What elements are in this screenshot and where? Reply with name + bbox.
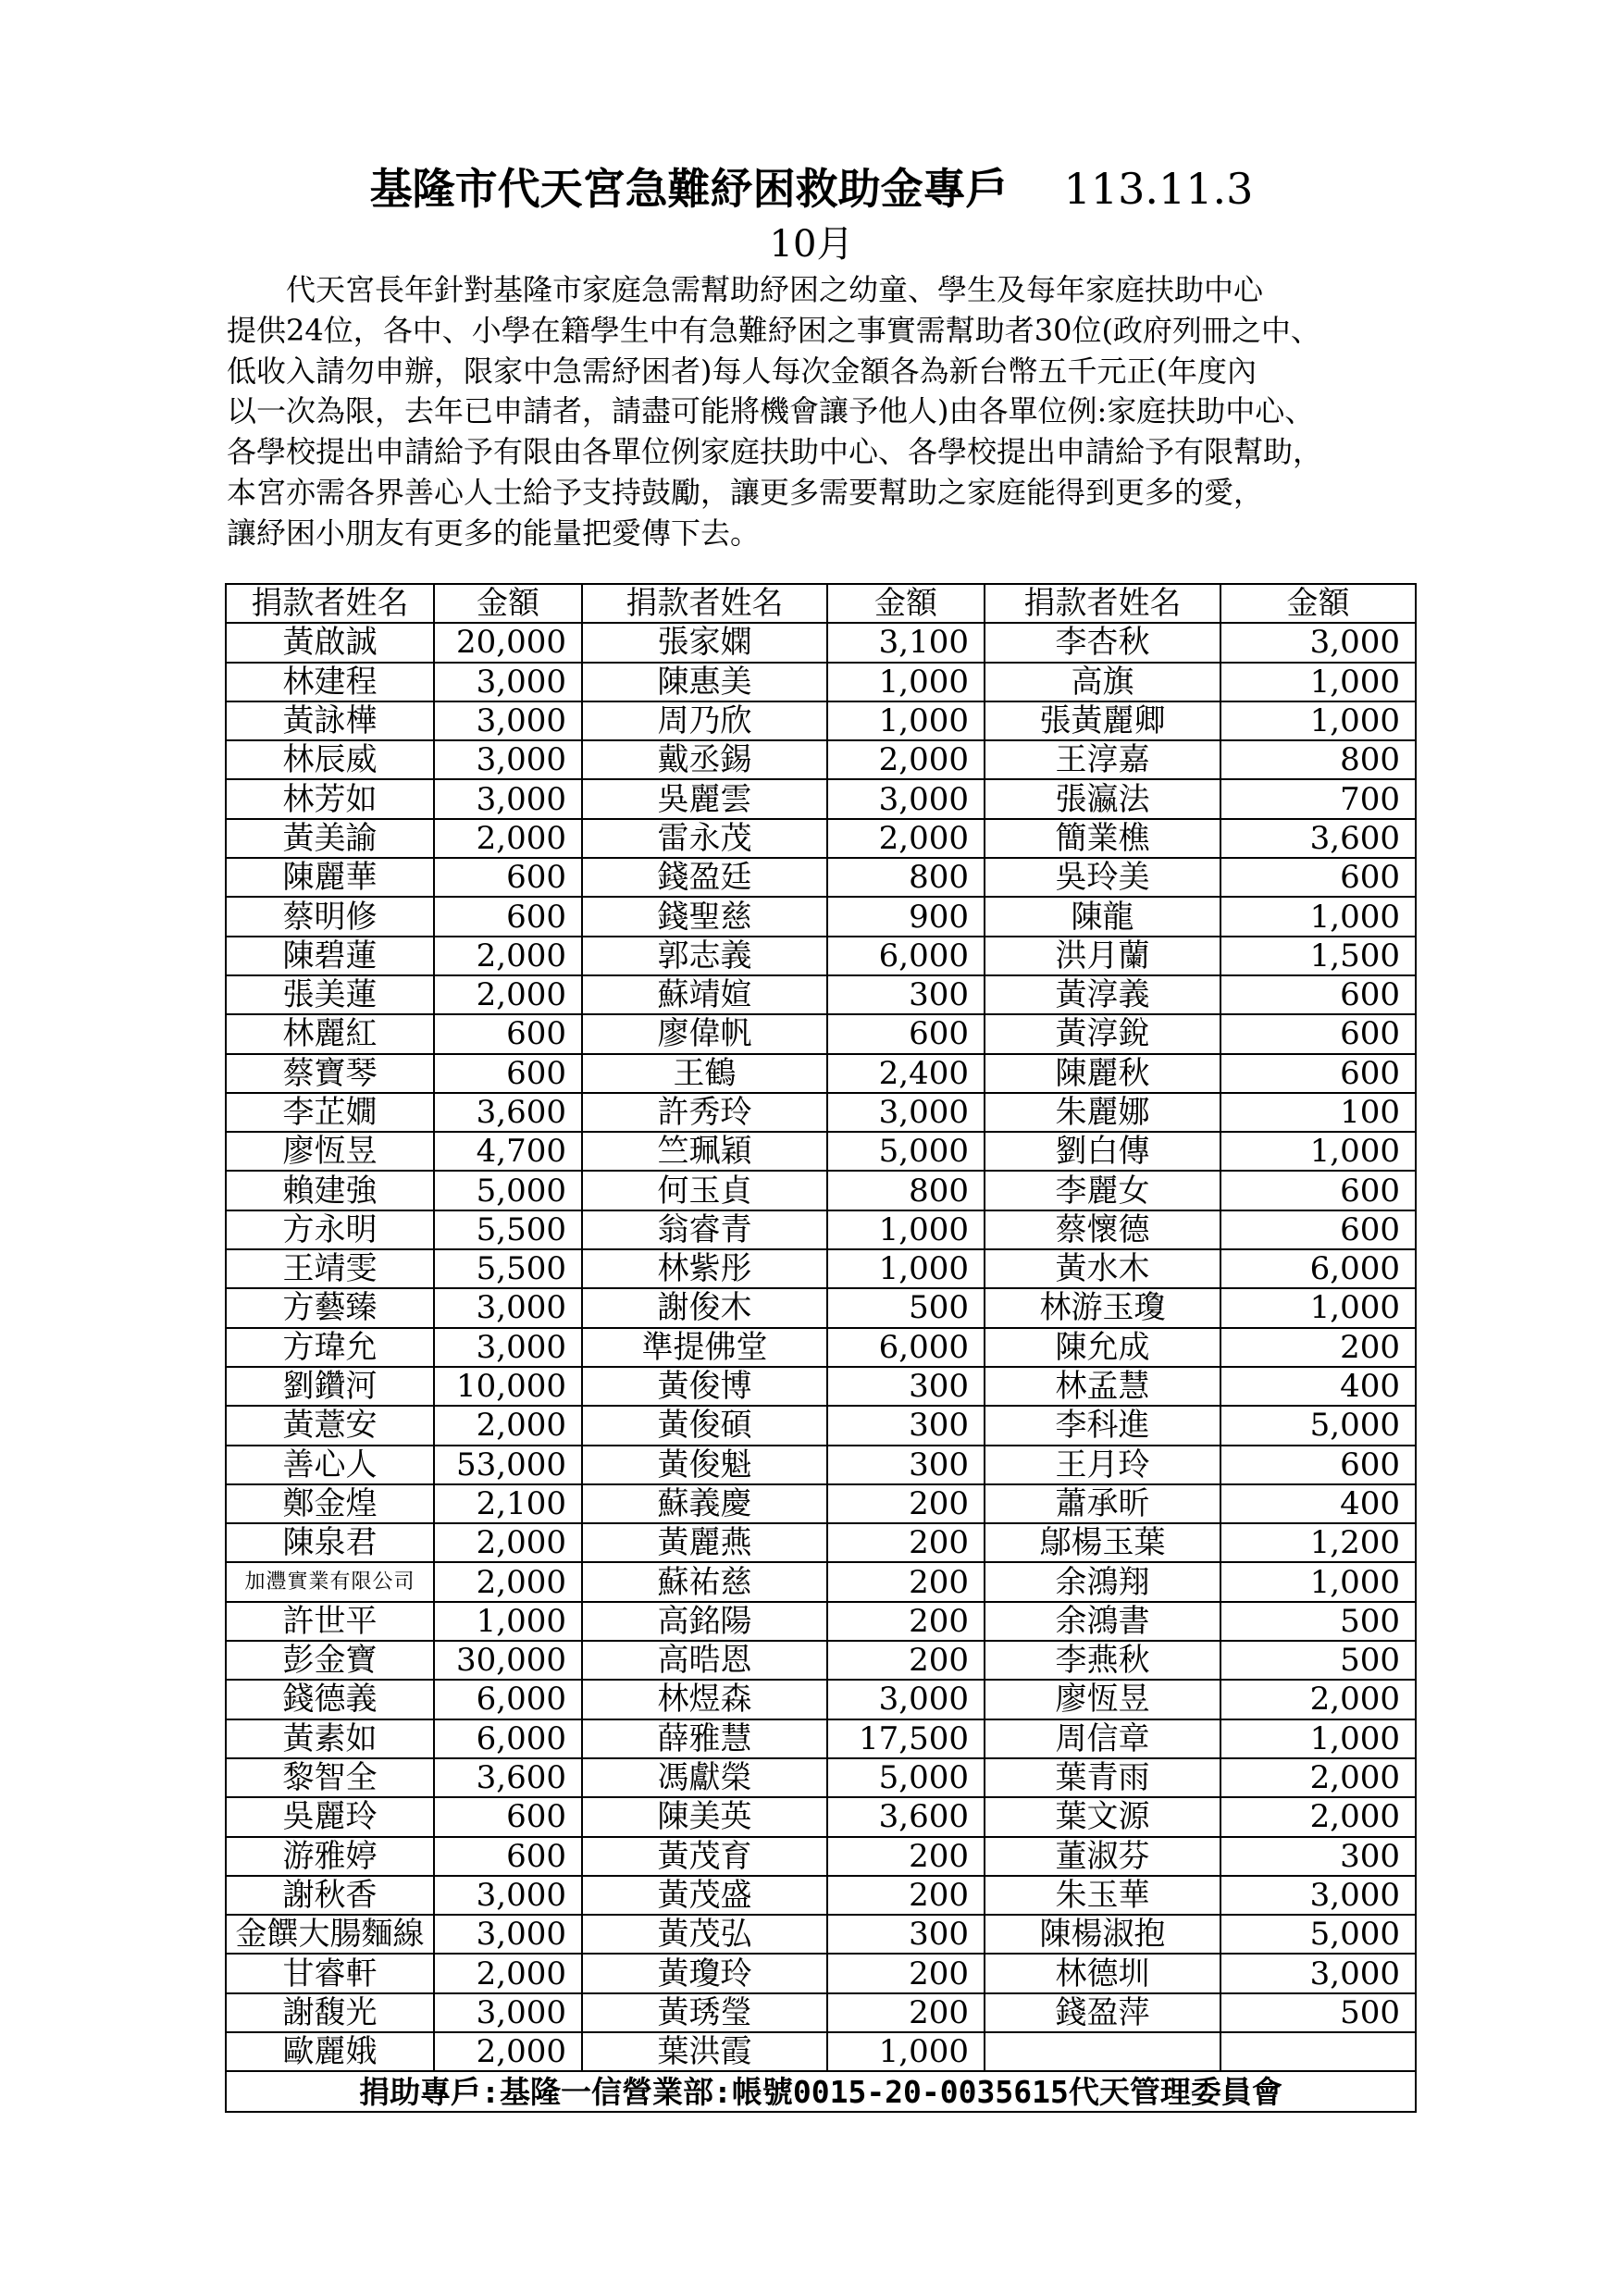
donor-name-cell: 錢盈廷 bbox=[582, 858, 827, 897]
donor-name-cell: 謝秋香 bbox=[226, 1876, 434, 1915]
donor-name-cell: 林芳如 bbox=[226, 779, 434, 818]
amount-cell: 1,000 bbox=[827, 1210, 985, 1249]
title-date: 113.11.3 bbox=[1063, 164, 1254, 214]
donation-account-info: 捐助專戶:基隆一信營業部:帳號0015-20-0035615代天管理委員會 bbox=[226, 2071, 1416, 2112]
amount-cell: 600 bbox=[434, 897, 582, 936]
donor-name-cell: 謝俊木 bbox=[582, 1288, 827, 1327]
amount-cell: 3,000 bbox=[1220, 1876, 1416, 1915]
table-row bbox=[226, 701, 1416, 740]
table-row bbox=[226, 1249, 1416, 1288]
table-footer-row bbox=[226, 2071, 1416, 2112]
table-row bbox=[226, 1171, 1416, 1210]
donor-name-cell: 董淑芬 bbox=[985, 1837, 1220, 1876]
donor-name-cell: 廖偉帆 bbox=[582, 1014, 827, 1053]
table-row bbox=[226, 2032, 1416, 2071]
donor-name-cell: 方瑋允 bbox=[226, 1328, 434, 1367]
amount-cell: 600 bbox=[1220, 975, 1416, 1014]
amount-cell: 3,000 bbox=[434, 1328, 582, 1367]
amount-cell: 2,000 bbox=[434, 1562, 582, 1601]
amount-cell bbox=[1220, 2032, 1416, 2071]
table-row bbox=[226, 1915, 1416, 1954]
amount-cell: 800 bbox=[827, 858, 985, 897]
page-title bbox=[0, 155, 1623, 217]
amount-cell: 53,000 bbox=[434, 1446, 582, 1484]
amount-cell: 2,000 bbox=[434, 975, 582, 1014]
donor-name-cell: 黃俊碩 bbox=[582, 1406, 827, 1445]
amount-cell: 2,000 bbox=[434, 1954, 582, 1992]
amount-cell: 600 bbox=[1220, 1171, 1416, 1210]
amount-cell: 600 bbox=[434, 1797, 582, 1836]
amount-cell: 600 bbox=[1220, 858, 1416, 897]
donor-name-cell: 周乃欣 bbox=[582, 701, 827, 740]
donor-name-cell: 許世平 bbox=[226, 1602, 434, 1641]
amount-cell: 800 bbox=[827, 1171, 985, 1210]
amount-cell: 30,000 bbox=[434, 1641, 582, 1680]
donor-name-cell: 方永明 bbox=[226, 1210, 434, 1249]
amount-cell: 2,000 bbox=[434, 937, 582, 975]
title-text: 基隆市代天宮急難紓困救助金專戶 bbox=[369, 164, 1009, 214]
intro-line: 提供24位，各中、小學在籍學生中有急難紓困之事實需幫助者30位(政府列冊之中、 bbox=[227, 312, 1320, 348]
amount-cell: 17,500 bbox=[827, 1719, 985, 1758]
amount-cell: 6,000 bbox=[434, 1719, 582, 1758]
amount-cell: 300 bbox=[827, 1367, 985, 1406]
donor-name-cell: 張美蓮 bbox=[226, 975, 434, 1014]
donor-name-cell: 方藝臻 bbox=[226, 1288, 434, 1327]
donor-name-cell: 蘇祐慈 bbox=[582, 1562, 827, 1601]
donor-name-cell: 黎智全 bbox=[226, 1758, 434, 1797]
table-row bbox=[226, 1054, 1416, 1093]
donor-name-cell: 黃俊魁 bbox=[582, 1446, 827, 1484]
amount-cell: 700 bbox=[1220, 779, 1416, 818]
table-row bbox=[226, 1132, 1416, 1171]
amount-cell: 600 bbox=[434, 858, 582, 897]
amount-cell: 1,000 bbox=[827, 2032, 985, 2071]
donor-name-cell: 準提佛堂 bbox=[582, 1328, 827, 1367]
donor-name-cell: 蘇義慶 bbox=[582, 1484, 827, 1523]
donor-name-cell: 王鶴 bbox=[582, 1054, 827, 1093]
table-row bbox=[226, 897, 1416, 936]
amount-cell: 2,000 bbox=[434, 819, 582, 858]
donor-name-cell: 黃茂育 bbox=[582, 1837, 827, 1876]
amount-cell: 1,000 bbox=[827, 1249, 985, 1288]
amount-cell: 3,000 bbox=[434, 740, 582, 779]
donor-name-cell: 黃淳銳 bbox=[985, 1014, 1220, 1053]
amount-cell: 500 bbox=[827, 1288, 985, 1327]
donor-name-cell: 賴建強 bbox=[226, 1171, 434, 1210]
donor-name-cell: 陳楊淑抱 bbox=[985, 1915, 1220, 1954]
table-row bbox=[226, 975, 1416, 1014]
donor-name-cell: 朱麗娜 bbox=[985, 1093, 1220, 1132]
donor-name-cell: 馮獻榮 bbox=[582, 1758, 827, 1797]
amount-cell: 3,600 bbox=[827, 1797, 985, 1836]
amount-cell: 200 bbox=[827, 1523, 985, 1562]
amount-cell: 10,000 bbox=[434, 1367, 582, 1406]
amount-cell: 600 bbox=[1220, 1054, 1416, 1093]
intro-line: 本宮亦需各界善心人士給予支持鼓勵，讓更多需要幫助之家庭能得到更多的愛， bbox=[227, 474, 1264, 510]
donor-name-cell: 林孟慧 bbox=[985, 1367, 1220, 1406]
donor-name-cell: 林游玉瓊 bbox=[985, 1288, 1220, 1327]
amount-cell: 200 bbox=[827, 1837, 985, 1876]
amount-cell: 6,000 bbox=[827, 937, 985, 975]
donor-name-cell: 林德圳 bbox=[985, 1954, 1220, 1992]
amount-cell: 1,200 bbox=[1220, 1523, 1416, 1562]
donor-name-cell: 許秀玲 bbox=[582, 1093, 827, 1132]
donor-name-cell: 廖恆昱 bbox=[226, 1132, 434, 1171]
amount-cell: 3,600 bbox=[434, 1093, 582, 1132]
donor-name-cell: 王淳嘉 bbox=[985, 740, 1220, 779]
donor-name-cell: 黃淳義 bbox=[985, 975, 1220, 1014]
table-row bbox=[226, 1093, 1416, 1132]
donor-name-cell: 歐麗娥 bbox=[226, 2032, 434, 2071]
amount-cell: 1,000 bbox=[1220, 663, 1416, 701]
amount-cell: 2,000 bbox=[434, 2032, 582, 2071]
donor-table-body bbox=[226, 623, 1416, 2071]
donor-name-cell: 劉鑽河 bbox=[226, 1367, 434, 1406]
donor-name-cell: 金饌大腸麵線 bbox=[226, 1915, 434, 1954]
amount-cell: 200 bbox=[827, 1993, 985, 2032]
table-row bbox=[226, 1210, 1416, 1249]
amount-cell: 300 bbox=[827, 1446, 985, 1484]
donor-name-cell: 李燕秋 bbox=[985, 1641, 1220, 1680]
donor-name-cell: 黃茂弘 bbox=[582, 1915, 827, 1954]
donor-table bbox=[225, 583, 1417, 2113]
donor-name-cell: 陳麗秋 bbox=[985, 1054, 1220, 1093]
donor-name-cell: 蔡寶琴 bbox=[226, 1054, 434, 1093]
donor-name-cell: 陳泉君 bbox=[226, 1523, 434, 1562]
donor-name-cell: 李科進 bbox=[985, 1406, 1220, 1445]
amount-cell: 500 bbox=[1220, 1641, 1416, 1680]
table-row bbox=[226, 1797, 1416, 1836]
amount-cell: 1,000 bbox=[1220, 1288, 1416, 1327]
amount-cell: 5,000 bbox=[434, 1171, 582, 1210]
amount-cell: 600 bbox=[434, 1014, 582, 1053]
donor-name-cell: 蘇靖媗 bbox=[582, 975, 827, 1014]
amount-cell: 1,000 bbox=[434, 1602, 582, 1641]
donor-name-cell: 善心人 bbox=[226, 1446, 434, 1484]
donor-name-cell: 陳允成 bbox=[985, 1328, 1220, 1367]
amount-cell: 3,100 bbox=[827, 623, 985, 662]
amount-cell: 4,700 bbox=[434, 1132, 582, 1171]
amount-cell: 6,000 bbox=[1220, 1249, 1416, 1288]
donor-name-cell: 高銘陽 bbox=[582, 1602, 827, 1641]
amount-cell: 3,000 bbox=[827, 779, 985, 818]
donor-name-cell: 錢盈萍 bbox=[985, 1993, 1220, 2032]
amount-cell: 3,000 bbox=[434, 779, 582, 818]
table-row bbox=[226, 1954, 1416, 1992]
donor-name-cell: 高旗 bbox=[985, 663, 1220, 701]
amount-cell: 3,600 bbox=[1220, 819, 1416, 858]
donor-name-cell: 朱玉華 bbox=[985, 1876, 1220, 1915]
donor-name-cell: 黃麗燕 bbox=[582, 1523, 827, 1562]
table-row bbox=[226, 1602, 1416, 1641]
amount-cell: 3,000 bbox=[827, 1680, 985, 1719]
donor-name-cell: 林麗紅 bbox=[226, 1014, 434, 1053]
amount-cell: 3,000 bbox=[434, 1915, 582, 1954]
column-header-donor-name: 捐款者姓名 bbox=[582, 584, 827, 623]
donor-name-cell: 洪月蘭 bbox=[985, 937, 1220, 975]
donor-name-cell: 黃啟誠 bbox=[226, 623, 434, 662]
table-row bbox=[226, 740, 1416, 779]
amount-cell: 3,000 bbox=[1220, 623, 1416, 662]
table-row bbox=[226, 623, 1416, 662]
table-row bbox=[226, 1406, 1416, 1445]
amount-cell: 1,000 bbox=[827, 663, 985, 701]
table-row bbox=[226, 1680, 1416, 1719]
amount-cell: 600 bbox=[1220, 1014, 1416, 1053]
donor-name-cell: 錢聖慈 bbox=[582, 897, 827, 936]
donor-name-cell: 吳玲美 bbox=[985, 858, 1220, 897]
donor-name-cell: 葉青雨 bbox=[985, 1758, 1220, 1797]
donor-name-cell: 林煜森 bbox=[582, 1680, 827, 1719]
donor-name-cell: 葉文源 bbox=[985, 1797, 1220, 1836]
donor-name-cell: 陳麗華 bbox=[226, 858, 434, 897]
table-row bbox=[226, 937, 1416, 975]
amount-cell: 6,000 bbox=[827, 1328, 985, 1367]
amount-cell: 500 bbox=[1220, 1993, 1416, 2032]
amount-cell: 600 bbox=[827, 1014, 985, 1053]
table-row bbox=[226, 1446, 1416, 1484]
table-row bbox=[226, 1328, 1416, 1367]
amount-cell: 600 bbox=[1220, 1446, 1416, 1484]
column-header-amount: 金額 bbox=[1220, 584, 1416, 623]
table-row bbox=[226, 1014, 1416, 1053]
amount-cell: 2,000 bbox=[1220, 1797, 1416, 1836]
table-row bbox=[226, 1367, 1416, 1406]
amount-cell: 5,000 bbox=[1220, 1915, 1416, 1954]
donor-name-cell: 周信章 bbox=[985, 1719, 1220, 1758]
amount-cell: 500 bbox=[1220, 1602, 1416, 1641]
amount-cell: 2,000 bbox=[434, 1523, 582, 1562]
donor-name-cell: 戴丞錫 bbox=[582, 740, 827, 779]
amount-cell: 3,000 bbox=[827, 1093, 985, 1132]
amount-cell: 2,000 bbox=[1220, 1680, 1416, 1719]
amount-cell: 200 bbox=[1220, 1328, 1416, 1367]
donor-name-cell: 游雅婷 bbox=[226, 1837, 434, 1876]
donor-name-cell: 余鴻翔 bbox=[985, 1562, 1220, 1601]
table-row bbox=[226, 1484, 1416, 1523]
table-row bbox=[226, 819, 1416, 858]
amount-cell: 5,500 bbox=[434, 1210, 582, 1249]
donor-name-cell: 黃俊博 bbox=[582, 1367, 827, 1406]
amount-cell: 2,100 bbox=[434, 1484, 582, 1523]
amount-cell: 3,000 bbox=[434, 1288, 582, 1327]
amount-cell: 3,000 bbox=[1220, 1954, 1416, 1992]
amount-cell: 1,000 bbox=[1220, 701, 1416, 740]
donor-name-cell: 竺珮穎 bbox=[582, 1132, 827, 1171]
amount-cell: 2,000 bbox=[434, 1406, 582, 1445]
amount-cell: 1,500 bbox=[1220, 937, 1416, 975]
amount-cell: 1,000 bbox=[1220, 897, 1416, 936]
table-row bbox=[226, 1719, 1416, 1758]
donor-name-cell: 黃瓊玲 bbox=[582, 1954, 827, 1992]
amount-cell: 800 bbox=[1220, 740, 1416, 779]
amount-cell: 600 bbox=[1220, 1210, 1416, 1249]
donor-name-cell: 錢德義 bbox=[226, 1680, 434, 1719]
table-row bbox=[226, 1288, 1416, 1327]
amount-cell: 5,000 bbox=[827, 1132, 985, 1171]
amount-cell: 1,000 bbox=[1220, 1719, 1416, 1758]
table-row bbox=[226, 779, 1416, 818]
amount-cell: 2,000 bbox=[827, 819, 985, 858]
intro-line: 各學校提出申請給予有限由各單位例家庭扶助中心、各學校提出申請給予有限幫助， bbox=[227, 434, 1323, 470]
donor-name-cell: 黃美諭 bbox=[226, 819, 434, 858]
amount-cell: 3,000 bbox=[434, 1876, 582, 1915]
donor-name-cell: 簡業樵 bbox=[985, 819, 1220, 858]
donor-name-cell: 翁睿青 bbox=[582, 1210, 827, 1249]
donor-name-cell: 鄔楊玉葉 bbox=[985, 1523, 1220, 1562]
table-header-row bbox=[226, 584, 1416, 623]
donor-name-cell: 雷永茂 bbox=[582, 819, 827, 858]
amount-cell: 3,000 bbox=[434, 663, 582, 701]
amount-cell: 300 bbox=[827, 975, 985, 1014]
amount-cell: 200 bbox=[827, 1876, 985, 1915]
donor-name-cell: 黃詠樺 bbox=[226, 701, 434, 740]
donor-name-cell: 薛雅慧 bbox=[582, 1719, 827, 1758]
donor-name-cell: 張瀛法 bbox=[985, 779, 1220, 818]
amount-cell: 200 bbox=[827, 1602, 985, 1641]
table-row bbox=[226, 1562, 1416, 1601]
donor-name-cell: 張黃麗卿 bbox=[985, 701, 1220, 740]
amount-cell: 100 bbox=[1220, 1093, 1416, 1132]
donor-name-cell: 李杏秋 bbox=[985, 623, 1220, 662]
amount-cell: 900 bbox=[827, 897, 985, 936]
donor-name-cell: 黃水木 bbox=[985, 1249, 1220, 1288]
amount-cell: 3,000 bbox=[434, 1993, 582, 2032]
table-row bbox=[226, 663, 1416, 701]
donor-name-cell: 林紫彤 bbox=[582, 1249, 827, 1288]
donor-name-cell: 張家嫻 bbox=[582, 623, 827, 662]
column-header-amount: 金額 bbox=[434, 584, 582, 623]
donor-name-cell: 李芷嫺 bbox=[226, 1093, 434, 1132]
donor-name-cell: 蕭承昕 bbox=[985, 1484, 1220, 1523]
amount-cell: 1,000 bbox=[827, 701, 985, 740]
intro-line: 以一次為限，去年已申請者，請盡可能將機會讓予他人)由各單位例:家庭扶助中心、 bbox=[227, 393, 1315, 429]
amount-cell: 1,000 bbox=[1220, 1562, 1416, 1601]
donor-name-cell: 蔡明修 bbox=[226, 897, 434, 936]
amount-cell: 400 bbox=[1220, 1367, 1416, 1406]
amount-cell: 5,000 bbox=[827, 1758, 985, 1797]
donor-name-cell: 何玉貞 bbox=[582, 1171, 827, 1210]
column-header-donor-name: 捐款者姓名 bbox=[985, 584, 1220, 623]
donor-name-cell: 劉白傳 bbox=[985, 1132, 1220, 1171]
amount-cell: 5,000 bbox=[1220, 1406, 1416, 1445]
donor-name-cell: 陳龍 bbox=[985, 897, 1220, 936]
donor-name-cell: 廖恆昱 bbox=[985, 1680, 1220, 1719]
donor-name-cell: 吳麗雲 bbox=[582, 779, 827, 818]
donor-name-cell: 黃琇瑩 bbox=[582, 1993, 827, 2032]
amount-cell: 200 bbox=[827, 1562, 985, 1601]
amount-cell: 200 bbox=[827, 1641, 985, 1680]
amount-cell: 6,000 bbox=[434, 1680, 582, 1719]
amount-cell: 3,600 bbox=[434, 1758, 582, 1797]
table-row bbox=[226, 1837, 1416, 1876]
amount-cell: 400 bbox=[1220, 1484, 1416, 1523]
amount-cell: 300 bbox=[1220, 1837, 1416, 1876]
table-row bbox=[226, 1523, 1416, 1562]
donor-name-cell: 郭志義 bbox=[582, 937, 827, 975]
amount-cell: 200 bbox=[827, 1484, 985, 1523]
table-row bbox=[226, 1758, 1416, 1797]
donor-name-cell: 彭金寶 bbox=[226, 1641, 434, 1680]
intro-paragraph bbox=[227, 270, 1430, 554]
table-row bbox=[226, 858, 1416, 897]
donor-name-cell: 陳碧蓮 bbox=[226, 937, 434, 975]
donor-name-cell: 李麗女 bbox=[985, 1171, 1220, 1210]
donor-name-cell: 謝馥光 bbox=[226, 1993, 434, 2032]
donor-name-cell: 黃茂盛 bbox=[582, 1876, 827, 1915]
donor-name-cell: 葉洪霞 bbox=[582, 2032, 827, 2071]
intro-line: 讓紓困小朋友有更多的能量把愛傳下去。 bbox=[227, 515, 761, 551]
donor-name-cell: 陳美英 bbox=[582, 1797, 827, 1836]
page-subtitle-month: 10月 bbox=[769, 223, 854, 266]
amount-cell: 2,000 bbox=[827, 740, 985, 779]
amount-cell: 300 bbox=[827, 1915, 985, 1954]
donor-name-cell bbox=[985, 2032, 1220, 2071]
table-row bbox=[226, 1641, 1416, 1680]
table-row bbox=[226, 1876, 1416, 1915]
donor-name-cell: 余鴻書 bbox=[985, 1602, 1220, 1641]
amount-cell: 600 bbox=[434, 1054, 582, 1093]
intro-line: 代天宮長年針對基隆市家庭急需幫助紓困之幼童、學生及每年家庭扶助中心 bbox=[227, 272, 1264, 307]
donor-name-cell: 林辰威 bbox=[226, 740, 434, 779]
donor-name-cell: 吳麗玲 bbox=[226, 1797, 434, 1836]
amount-cell: 5,500 bbox=[434, 1249, 582, 1288]
column-header-amount: 金額 bbox=[827, 584, 985, 623]
amount-cell: 20,000 bbox=[434, 623, 582, 662]
donor-name-cell: 黃素如 bbox=[226, 1719, 434, 1758]
donor-name-cell: 高晧恩 bbox=[582, 1641, 827, 1680]
donor-name-cell: 黃薏安 bbox=[226, 1406, 434, 1445]
amount-cell: 200 bbox=[827, 1954, 985, 1992]
amount-cell: 2,000 bbox=[1220, 1758, 1416, 1797]
donor-name-cell: 鄭金煌 bbox=[226, 1484, 434, 1523]
amount-cell: 600 bbox=[434, 1837, 582, 1876]
amount-cell: 3,000 bbox=[434, 701, 582, 740]
intro-line: 低收入請勿申辦，限家中急需紓困者)每人每次金額各為新台幣五千元正(年度內 bbox=[227, 353, 1257, 389]
donor-name-cell: 王靖雯 bbox=[226, 1249, 434, 1288]
table-row bbox=[226, 1993, 1416, 2032]
donor-name-cell: 陳惠美 bbox=[582, 663, 827, 701]
amount-cell: 1,000 bbox=[1220, 1132, 1416, 1171]
donor-name-cell: 加灃實業有限公司 bbox=[226, 1562, 434, 1601]
donor-name-cell: 王月玲 bbox=[985, 1446, 1220, 1484]
amount-cell: 300 bbox=[827, 1406, 985, 1445]
donor-name-cell: 甘睿軒 bbox=[226, 1954, 434, 1992]
column-header-donor-name: 捐款者姓名 bbox=[226, 584, 434, 623]
donor-name-cell: 蔡懷德 bbox=[985, 1210, 1220, 1249]
donor-name-cell: 林建程 bbox=[226, 663, 434, 701]
amount-cell: 2,400 bbox=[827, 1054, 985, 1093]
